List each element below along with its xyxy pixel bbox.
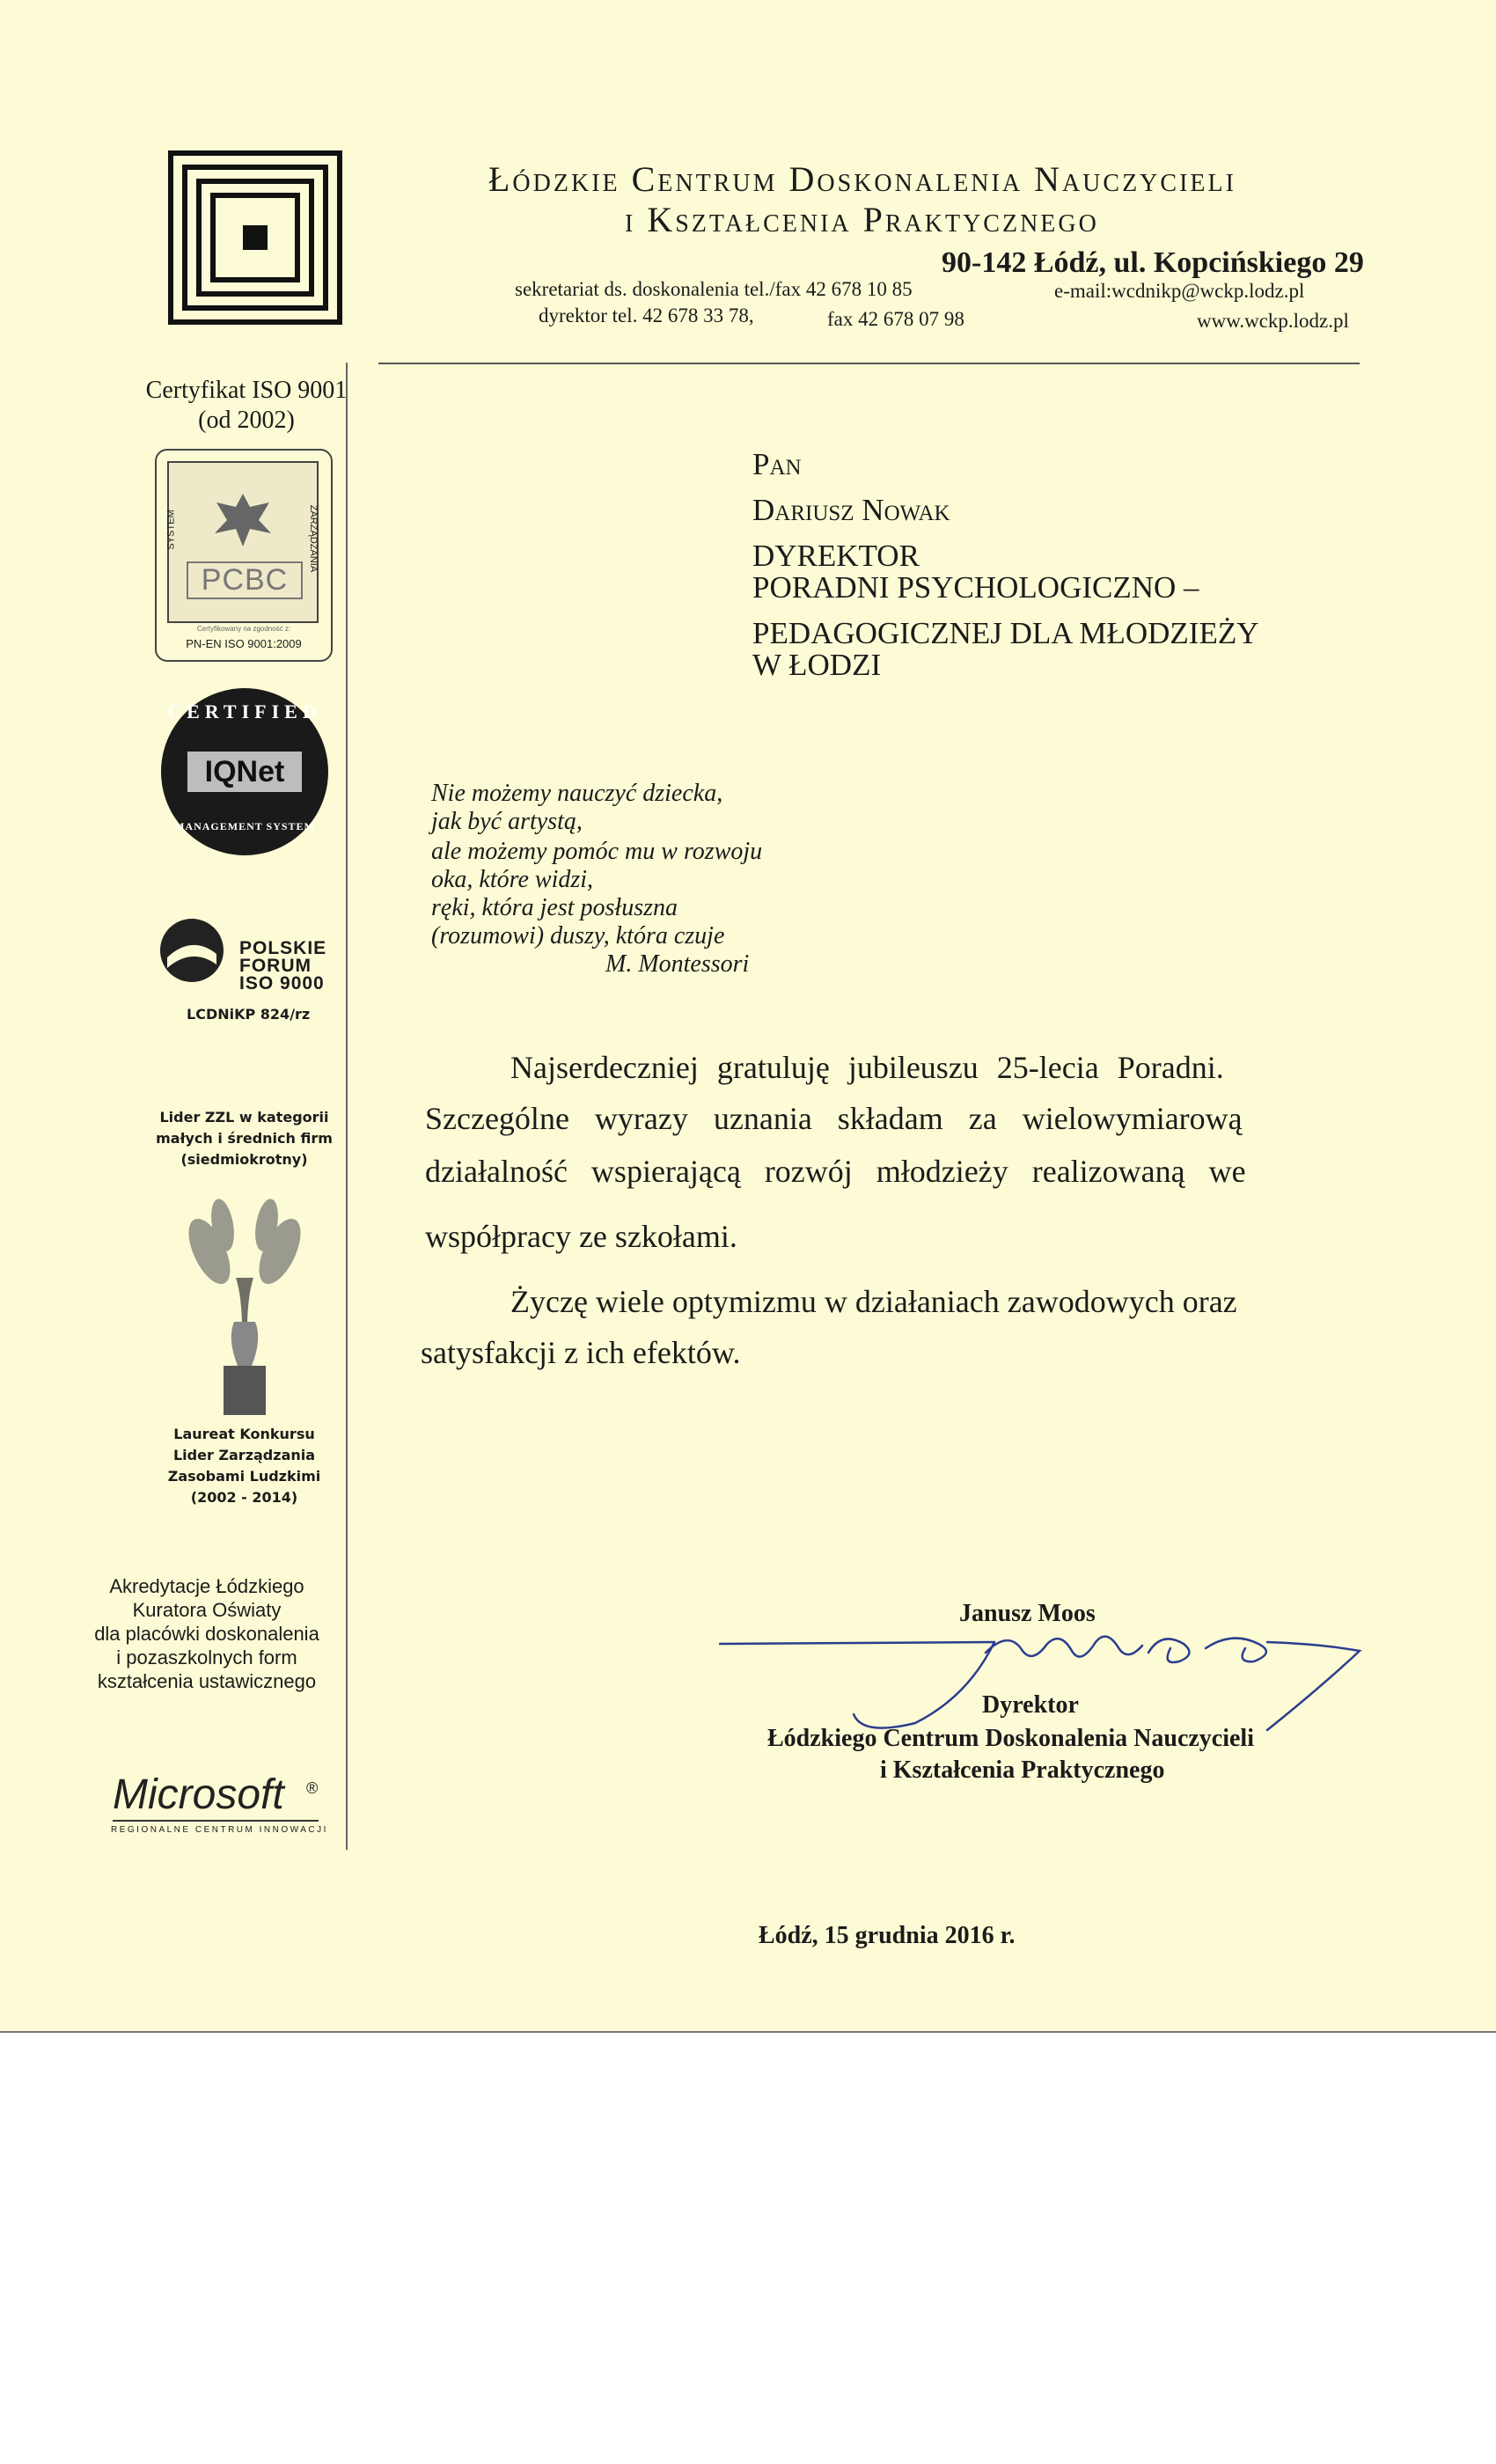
wcdn-logo-icon (167, 150, 343, 326)
pcbc-badge (155, 449, 333, 662)
signature-org-line1: Łódzkiego Centrum Doskonalenia Nauczycieli (767, 1725, 1254, 1752)
contact-secretariat: sekretariat ds. doskonalenia tel./fax 42 678 10 85 (515, 278, 913, 300)
recipient-institution-line2: PEDAGOGICZNEJ DLA MŁODZIEŻY (752, 616, 1259, 650)
leader-line2: małych i średnich firm (156, 1130, 333, 1147)
pcbc-logo: PCBC (187, 561, 303, 599)
sidebar-divider (346, 363, 348, 1850)
pfiso-line1: POLSKIE (239, 938, 327, 958)
letter-date: Łódź, 15 grudnia 2016 r. (759, 1922, 1016, 1949)
microsoft-sub: REGIONALNE CENTRUM INNOWACJI (111, 1825, 328, 1835)
quote-line6: (rozumowi) duszy, która czuje (431, 922, 725, 950)
recipient-salutation: Pan (752, 447, 802, 481)
laureate-line4: (2002 - 2014) (190, 1489, 298, 1506)
microsoft-registered: ® (306, 1779, 319, 1797)
pfiso-line3: ISO 9000 (239, 973, 325, 994)
org-name-line2: i Kształcenia Praktycznego (625, 200, 1099, 239)
org-address: 90-142 Łódź, ul. Kopcińskiego 29 (942, 246, 1364, 279)
microsoft-underline (113, 1820, 319, 1822)
body-p2-line2: satysfakcji z ich efektów. (421, 1335, 741, 1370)
eagle-emblem-icon (208, 489, 278, 551)
accreditation-line4: i pozaszkolnych form (116, 1646, 297, 1668)
trophy-icon (174, 1190, 315, 1419)
body-p1-line3: działalność wspierającą rozwój młodzieży realizowaną we (425, 1154, 1246, 1189)
quote-author: M. Montessori (605, 950, 750, 978)
laureate-line3: Zasobami Ludzkimi (167, 1468, 321, 1485)
signature-org-line2: i Kształcenia Praktycznego (880, 1756, 1165, 1784)
iso-cert-since: (od 2002) (198, 407, 295, 434)
handwritten-signature-icon (704, 1626, 1373, 1741)
body-p1-line4: współpracy ze szkołami. (425, 1219, 737, 1254)
pfiso-logo-icon (157, 915, 227, 986)
quote-line2: jak być artystą, (431, 808, 583, 835)
org-name-line1: Łódzkie Centrum Doskonalenia Nauczycieli (488, 159, 1236, 199)
pcbc-side-right: ZARZĄDZANIA (308, 504, 319, 573)
pfiso-line2: FORUM (239, 956, 312, 976)
laureate-line1: Laureat Konkursu (173, 1426, 315, 1442)
quote-line3: ale możemy pomóc mu w rozwoju (431, 838, 763, 865)
iso-cert-title: Certyfikat ISO 9001 (145, 377, 348, 404)
contact-email: e-mail:wcdnikp@wckp.lodz.pl (1054, 280, 1305, 302)
contact-website: www.wckp.lodz.pl (1197, 310, 1349, 332)
recipient-institution-line1: PORADNI PSYCHOLOGICZNO – (752, 570, 1199, 605)
iqnet-top: CERTIFIED (167, 700, 322, 722)
iqnet-logo: IQNet (187, 752, 302, 792)
accreditation-line5: kształcenia ustawicznego (97, 1670, 317, 1692)
accreditation-line3: dla placówki doskonalenia (94, 1623, 319, 1645)
pfiso-number: LCDNiKP 824/rz (187, 1006, 311, 1023)
body-p1-line1: Najserdeczniej gratuluję jubileuszu 25-lecia Poradni. (510, 1050, 1224, 1085)
quote-line5: ręki, która jest posłuszna (431, 894, 678, 921)
quote-line1: Nie możemy nauczyć dziecka, (431, 780, 723, 807)
signature-title: Dyrektor (982, 1691, 1079, 1719)
recipient-institution-line3: W ŁODZI (752, 648, 882, 682)
iqnet-badge (161, 688, 328, 855)
pcbc-small-text: Certyfikowany na zgodność z: (196, 625, 291, 633)
recipient-role: DYREKTOR (752, 539, 920, 573)
accreditation-line2: Kuratora Oświaty (132, 1599, 282, 1621)
pcbc-norm: PN-EN ISO 9001:2009 (186, 637, 302, 650)
contact-director-fax: fax 42 678 07 98 (827, 308, 964, 330)
quote-line4: oka, które widzi, (431, 866, 594, 893)
leader-line3: (siedmiokrotny) (180, 1151, 308, 1168)
recipient-name: Dariusz Nowak (752, 493, 950, 527)
contact-director-phone: dyrektor tel. 42 678 33 78, (539, 304, 754, 326)
body-p2-line1: Życzę wiele optymizmu w działaniach zawodowych oraz (510, 1284, 1237, 1319)
accreditation-line1: Akredytacje Łódzkiego (109, 1575, 304, 1597)
pcbc-inner (167, 461, 319, 623)
leader-line1: Lider ZZL w kategorii (159, 1109, 329, 1126)
page-bottom-edge (0, 2031, 1496, 2033)
header-divider (378, 363, 1360, 364)
pcbc-side-left: SYSTEM (165, 510, 177, 550)
signature-name: Janusz Moos (959, 1600, 1096, 1627)
microsoft-logo: Microsoft (113, 1771, 284, 1818)
iqnet-bottom: MANAGEMENT SYSTEM (174, 820, 315, 832)
body-p1-line2: Szczególne wyrazy uznania składam za wielowymiarową (425, 1101, 1243, 1136)
laureate-line2: Lider Zarządzania (172, 1447, 316, 1463)
